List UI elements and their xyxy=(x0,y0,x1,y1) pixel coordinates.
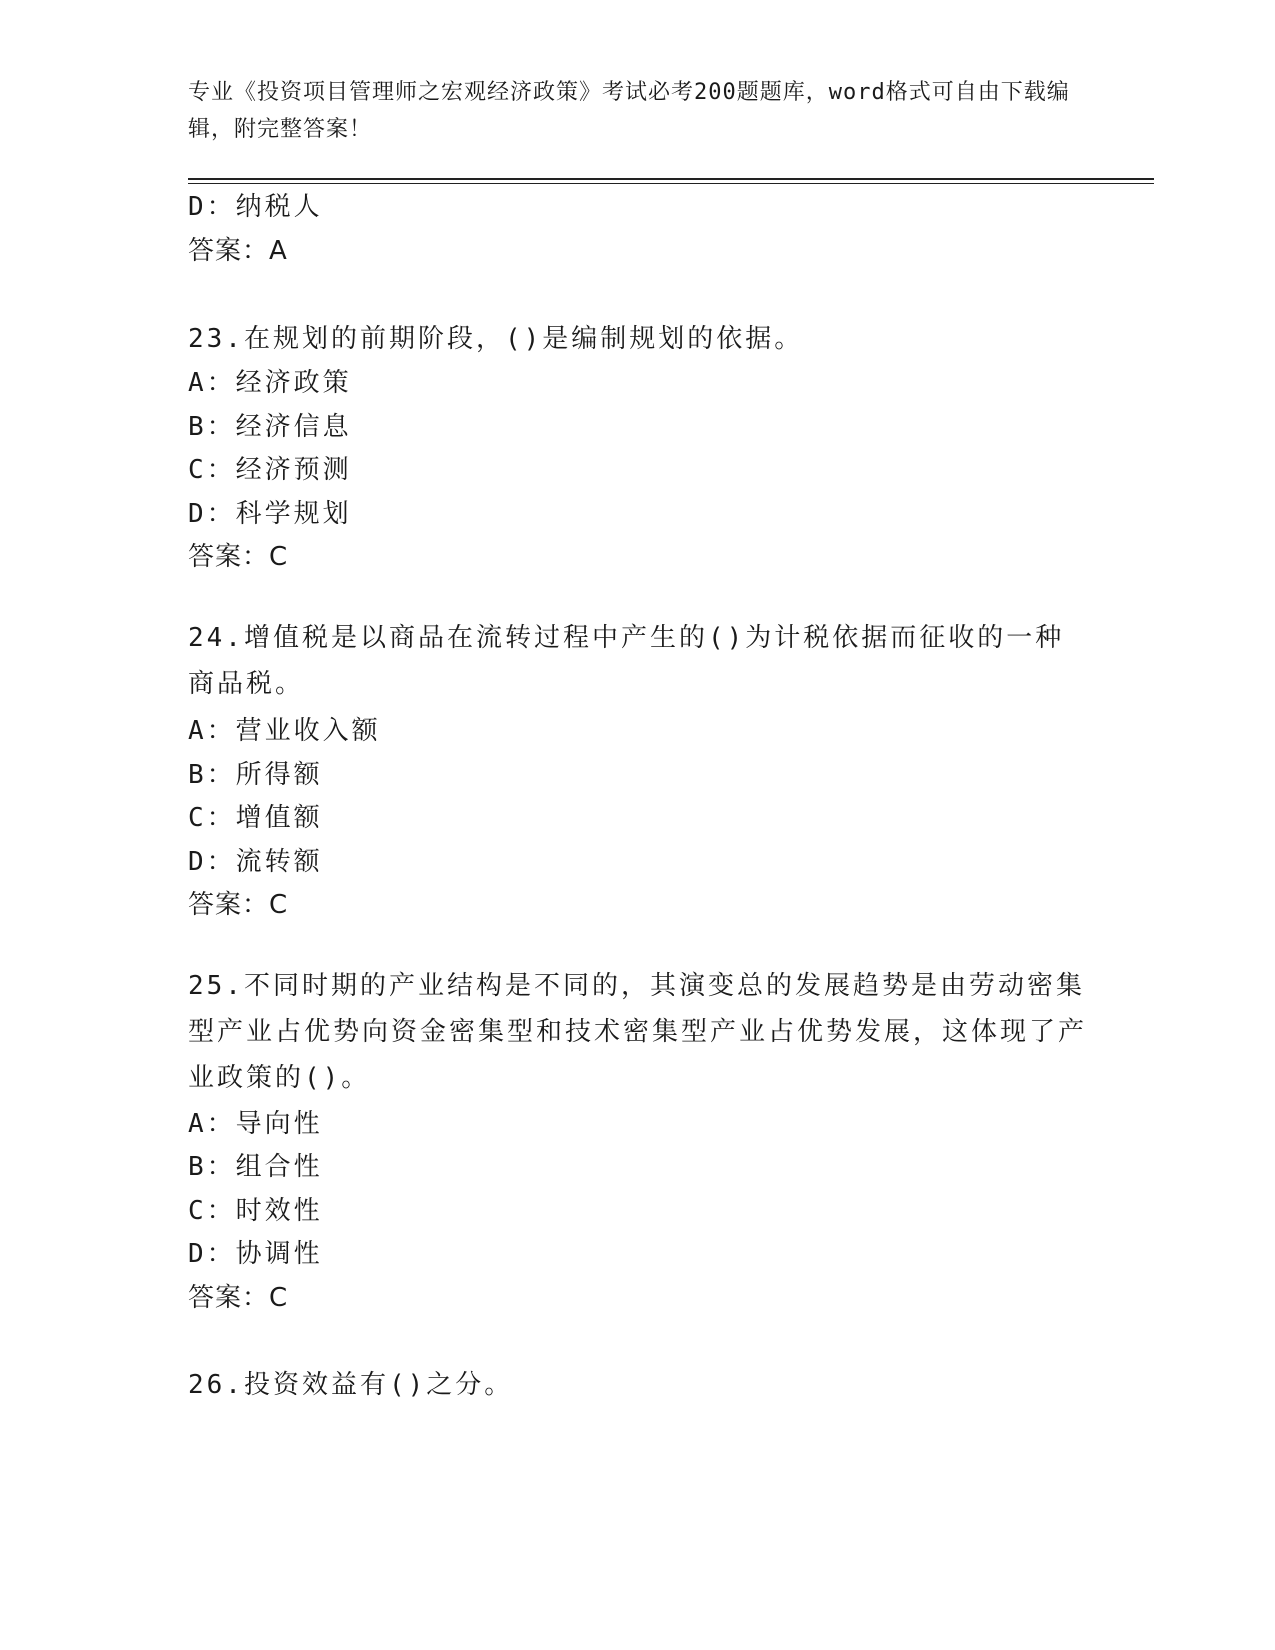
q25-option-a: A：导向性 xyxy=(188,1109,323,1139)
header-rule-bottom xyxy=(188,183,1154,184)
q25-option-d: D：协调性 xyxy=(188,1239,323,1269)
q23-option-d: D：科学规划 xyxy=(188,499,352,529)
q24-option-b: B：所得额 xyxy=(188,760,323,790)
prev-answer: 答案：A xyxy=(188,236,288,266)
q24-option-c: C：增值额 xyxy=(188,803,323,833)
q25-option-b: B：组合性 xyxy=(188,1152,323,1182)
q25-answer: 答案：C xyxy=(188,1283,289,1313)
q24-stem: 24.增值税是以商品在流转过程中产生的()为计税依据而征收的一种商品税。 xyxy=(188,623,1065,699)
q25-option-c: C：时效性 xyxy=(188,1196,323,1226)
q25-stem: 25.不同时期的产业结构是不同的，其演变总的发展趋势是由劳动密集型产业占优势向资金密集型和技术密集型产业占优势发展，这体现了产业政策的()。 xyxy=(188,971,1088,1093)
document-header: 专业《投资项目管理师之宏观经济政策》考试必考200题题库，word格式可自由下载编辑，附完整答案！ xyxy=(188,80,1070,142)
q24-answer: 答案：C xyxy=(188,890,289,920)
header-rule-top xyxy=(188,178,1154,180)
q23-stem: 23.在规划的前期阶段，()是编制规划的依据。 xyxy=(188,324,804,354)
q24-option-a: A：营业收入额 xyxy=(188,716,381,746)
q23-option-a: A：经济政策 xyxy=(188,368,352,398)
prev-option-d: D：纳税人 xyxy=(188,192,323,222)
q23-option-b: B：经济信息 xyxy=(188,412,352,442)
q26-stem: 26.投资效益有()之分。 xyxy=(188,1370,514,1400)
q23-option-c: C：经济预测 xyxy=(188,455,352,485)
q24-option-d: D：流转额 xyxy=(188,847,323,877)
q23-answer: 答案：C xyxy=(188,542,289,572)
